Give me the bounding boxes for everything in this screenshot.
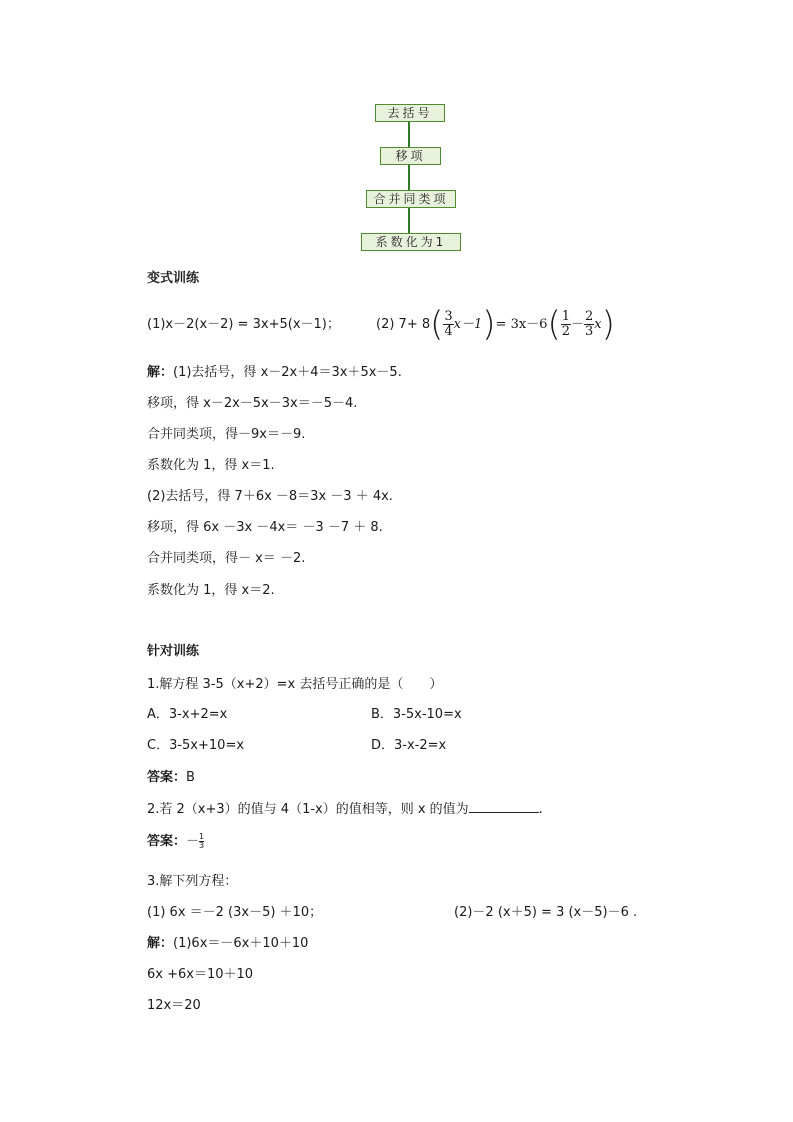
- question-3-equation-2: (2)－2 (x＋5) = 3 (x－5)－6 .: [454, 905, 638, 920]
- fraction-three-quarters: $\frac{3}{4}$: [444, 309, 453, 339]
- variant-solution-line-3: 合并同类项，得－9x＝－9.: [147, 427, 306, 442]
- targeted-heading: 针对训练: [147, 644, 200, 659]
- variant-solution-line-5: (2)去括号，得 7＋6x －8＝3x －3 ＋ 4x.: [147, 489, 393, 504]
- flowchart-step-remove-brackets: 去括号: [375, 104, 445, 122]
- variant-solution-line-2: 移项，得 x－2x－5x－3x＝－5－4.: [147, 396, 358, 411]
- variant-solution-line-8: 系数化为 1，得 x＝2.: [147, 583, 275, 598]
- question-1: 1.解方程 3-5（x+2）=x 去括号正确的是（ ）: [147, 677, 443, 692]
- solution-label: 解：: [147, 936, 174, 951]
- fraction-one-half: $\frac{1}{2}$: [561, 309, 570, 339]
- eq2-lead: (2) 7+ 8: [376, 317, 431, 332]
- fraction-one-third: $\frac{1}{3}$: [199, 832, 205, 850]
- question-3-solution-line-3: 12x＝20: [147, 998, 201, 1013]
- right-paren: ): [482, 304, 496, 345]
- question-3-solution-line-2: 6x +6x＝10＋10: [147, 967, 254, 982]
- left-paren: (: [430, 304, 444, 345]
- eq2-mid: = 3x－6: [495, 317, 548, 332]
- question-2: 2.若 2（x+3）的值与 4（1-x）的值相等，则 x 的值为 .: [147, 802, 543, 817]
- left-paren: (: [547, 304, 561, 345]
- variant-equation-1: (1)x－2(x－2) = 3x+5(x－1)；: [147, 317, 340, 332]
- answer-2: 答案：－ $\frac{1}{3}$: [147, 832, 205, 850]
- option-d: D．3-x-2=x: [371, 738, 447, 753]
- answer-1: [147, 769, 195, 787]
- flowchart-connector: [408, 122, 410, 147]
- answer-label: 答案：: [147, 834, 187, 849]
- solution-label: 解：: [147, 365, 174, 380]
- option-c: C．3-5x+10=x: [147, 738, 245, 753]
- eq2-minus: －: [571, 317, 585, 332]
- variant-heading: 变式训练: [147, 271, 200, 286]
- variant-solution-line-6: 移项，得 6x －3x －4x＝ －3 －7 ＋ 8.: [147, 520, 383, 535]
- option-a: A．3-x+2=x: [147, 707, 228, 722]
- answer-value: B: [186, 770, 195, 785]
- option-b: B．3-5x-10=x: [371, 707, 462, 722]
- flowchart-connector: [408, 208, 410, 233]
- variant-solution-line-7: 合并同类项，得－ x＝ －2.: [147, 551, 306, 566]
- question-3-equation-1: (1) 6x ＝－2 (3x－5) ＋10；: [147, 905, 323, 920]
- eq2-inner: x－1: [453, 317, 483, 332]
- flowchart-step-normalize-coefficient: 系数化为1: [361, 233, 461, 251]
- flowchart-connector: [408, 165, 410, 190]
- variant-solution-line-1: 解：(1)去括号，得 x－2x＋4＝3x＋5x－5.: [147, 365, 402, 380]
- fraction-two-thirds: $\frac{2}{3}$: [585, 309, 594, 339]
- right-paren: ): [601, 304, 615, 345]
- answer-blank: [469, 800, 539, 813]
- flowchart-step-combine-like-terms: 合并同类项: [366, 190, 456, 208]
- flowchart-step-transpose: 移项: [380, 147, 441, 165]
- answer-label: 答案：: [147, 770, 187, 785]
- variant-solution-line-4: 系数化为 1，得 x＝1.: [147, 458, 275, 473]
- question-3-solution-line-1: 解：(1)6x＝－6x＋10＋10: [147, 936, 309, 951]
- question-3: 3.解下列方程：: [147, 874, 238, 889]
- eq2-tail: x: [594, 317, 602, 332]
- variant-equation-2: [376, 306, 615, 344]
